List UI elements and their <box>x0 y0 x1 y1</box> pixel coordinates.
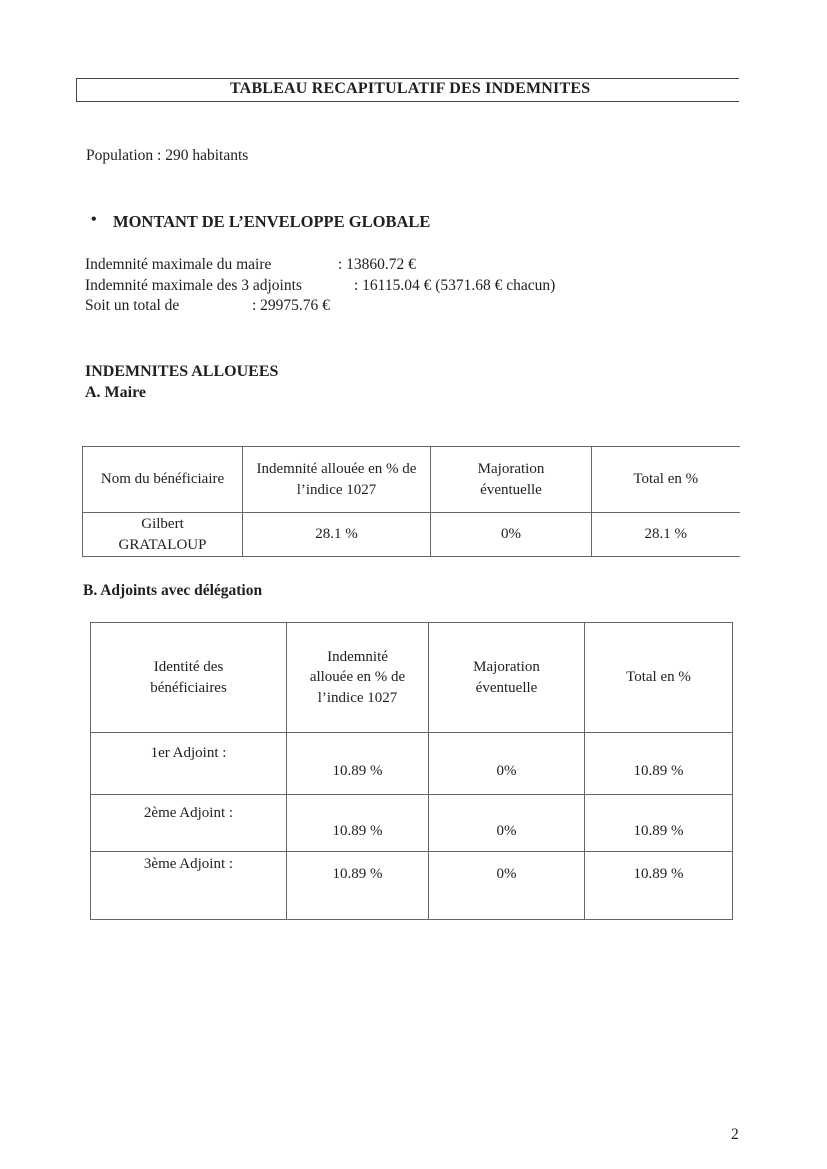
majoration-cell: 0% <box>496 822 517 839</box>
adjoints-max-label: Indemnité maximale des 3 adjoints <box>85 277 302 294</box>
total-value: : 29975.76 € <box>252 297 330 314</box>
maire-max-label: Indemnité maximale du maire <box>85 256 272 273</box>
majoration-cell: 0% <box>431 513 592 557</box>
table-row <box>91 795 733 852</box>
majoration-cell: 0% <box>496 763 517 780</box>
total-cell: 10.89 % <box>633 763 684 780</box>
indemnite-cell: 28.1 % <box>243 513 431 557</box>
header-cell: Nom du bénéficiaire <box>83 447 243 513</box>
page-title: TABLEAU RECAPITULATIF DES INDEMNITES <box>230 80 591 97</box>
header-cell: Total en % <box>592 447 740 513</box>
header-cell: Majoration éventuelle <box>429 623 585 733</box>
indemnite-cell: 10.89 % <box>332 822 383 839</box>
page-number: 2 <box>731 1126 739 1143</box>
table-header-row <box>83 447 740 513</box>
header-cell: Majoration éventuelle <box>431 447 592 513</box>
maire-table <box>82 446 740 557</box>
beneficiary-name: 3ème Adjoint : <box>91 852 287 920</box>
adjoints-table <box>90 622 733 920</box>
header-cell: Total en % <box>585 623 733 733</box>
header-cell: Indemnité allouée en % de l’indice 1027 <box>243 447 431 513</box>
total-cell: 10.89 % <box>633 822 684 839</box>
indemnite-cell: 10.89 % <box>287 852 429 920</box>
enveloppe-heading: MONTANT DE L’ENVELOPPE GLOBALE <box>113 212 431 231</box>
table-row <box>91 733 733 795</box>
maire-max-value: : 13860.72 € <box>338 256 416 273</box>
beneficiary-name: 2ème Adjoint : <box>91 795 287 852</box>
beneficiary-name: Gilbert GRATALOUP <box>83 513 243 557</box>
adjoints-heading: B. Adjoints avec délégation <box>83 582 263 599</box>
majoration-cell: 0% <box>429 852 585 920</box>
indemnite-cell: 10.89 % <box>332 763 383 780</box>
total-cell: 10.89 % <box>585 852 733 920</box>
maire-heading: A. Maire <box>85 384 147 401</box>
table-header-row <box>91 623 733 733</box>
population-line: Population : 290 habitants <box>86 147 249 164</box>
total-label: Soit un total de <box>85 297 180 314</box>
header-cell: Indemnité allouée en % de l’indice 1027 <box>287 623 429 733</box>
beneficiary-name: 1er Adjoint : <box>91 733 287 795</box>
table-row <box>91 852 733 920</box>
adjoints-max-value: : 16115.04 € (5371.68 € chacun) <box>354 277 556 294</box>
header-cell: Identité des bénéficiaires <box>91 623 287 733</box>
total-cell: 28.1 % <box>592 513 740 557</box>
table-row <box>83 513 740 557</box>
bullet-icon: • <box>91 211 97 228</box>
allouees-heading: INDEMNITES ALLOUEES <box>85 363 279 380</box>
